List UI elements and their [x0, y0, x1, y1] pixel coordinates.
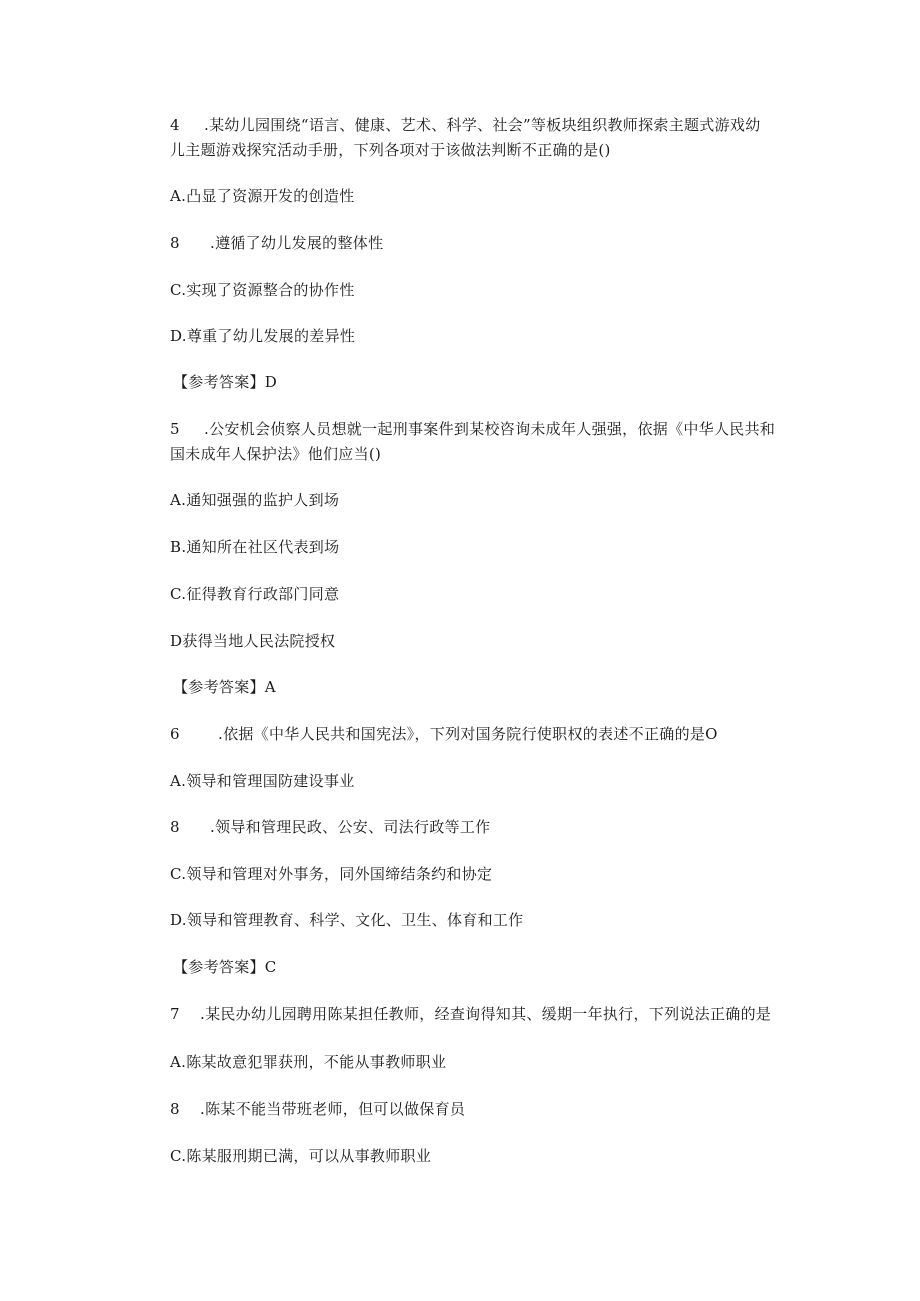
- option-text: 陈某故意犯罪获刑，不能从事教师职业: [186, 1053, 447, 1071]
- option-prefix: D.: [170, 911, 187, 929]
- option-prefix: D.: [170, 327, 187, 345]
- question-4-option-c: [170, 280, 355, 300]
- question-6-stem-text-1: .依据《中华人民共和国宪法》，下列对国务院行使职权的表述不正确的是O: [218, 725, 718, 743]
- question-4-stem-line-2: 儿主题游戏探究活动手册，下列各项对于该做法判断不正确的是(): [170, 141, 611, 159]
- option-text: 尊重了幼儿发展的差异性: [186, 327, 356, 345]
- option-text: 领导和管理国防建设事业: [186, 772, 355, 790]
- question-6-option-a: [170, 771, 355, 791]
- question-4-number: 4: [170, 116, 180, 134]
- option-prefix: B.: [170, 538, 187, 556]
- question-7-option-b: [170, 1099, 465, 1119]
- option-prefix: A.: [170, 187, 187, 205]
- question-5-stem-text-1: .公安机会侦察人员想就一起刑事案件到某校咨询未成年人强强，依据《中华人民共和: [204, 420, 776, 438]
- option-text: 征得教育行政部门同意: [186, 585, 340, 603]
- option-prefix: A.: [170, 491, 187, 509]
- question-4-option-b: [170, 233, 383, 253]
- option-prefix: 8: [170, 818, 180, 836]
- option-prefix: 8: [170, 234, 180, 252]
- option-text: .领导和管理民政、公安、司法行政等工作: [210, 818, 491, 836]
- question-5-stem-line-1: [170, 419, 775, 439]
- option-prefix: D: [170, 632, 183, 650]
- question-6-answer: 【参考答案】C: [173, 958, 277, 976]
- option-text: 领导和管理教育、科学、文化、卫生、体育和工作: [186, 911, 524, 929]
- question-7-option-a: [170, 1052, 446, 1072]
- question-4-answer: 【参考答案】D: [173, 373, 278, 391]
- option-text: 陈某服刑期已满，可以从事教师职业: [186, 1147, 432, 1165]
- question-5-answer: 【参考答案】A: [173, 678, 276, 696]
- option-prefix: 8: [170, 1100, 180, 1118]
- question-6-stem-line-1: [170, 724, 718, 744]
- question-6-option-d: [170, 910, 523, 930]
- question-4-stem-line-1: [170, 115, 761, 135]
- question-7-number: 7: [170, 1005, 180, 1023]
- question-7-stem-text-1: .某民办幼儿园聘用陈某担任教师，经查询得知其、缓期一年执行，下列说法正确的是: [200, 1005, 772, 1023]
- option-prefix: A.: [170, 1053, 187, 1071]
- question-6-option-b: [170, 817, 490, 837]
- question-5-number: 5: [170, 420, 180, 438]
- option-text: 通知所在社区代表到场: [186, 538, 340, 556]
- option-text: 实现了资源整合的协作性: [186, 281, 355, 299]
- question-4-option-a: [170, 186, 355, 206]
- question-6-number: 6: [170, 725, 180, 743]
- question-5-stem-line-2: 国未成年人保护法》他们应当(): [170, 445, 382, 463]
- question-5-option-d: [170, 631, 335, 651]
- question-7-stem-line-1: [170, 1004, 771, 1024]
- option-prefix: A.: [170, 772, 187, 790]
- option-text: 获得当地人民法院授权: [182, 632, 336, 650]
- question-5-option-c: [170, 584, 339, 604]
- option-prefix: C.: [170, 585, 187, 603]
- question-5-option-a: [170, 490, 339, 510]
- option-prefix: C.: [170, 281, 187, 299]
- option-prefix: C.: [170, 865, 187, 883]
- option-text: 领导和管理对外事务，同外国缔结条约和协定: [186, 865, 493, 883]
- question-6-option-c: [170, 864, 492, 884]
- option-text: .遵循了幼儿发展的整体性: [210, 234, 384, 252]
- question-4-stem-text-1: .某幼儿园围绕“语言、健康、艺术、科学、社会”等板块组织教师探索主题式游戏幼: [204, 116, 761, 134]
- question-7-option-c: [170, 1146, 431, 1166]
- option-text: 凸显了资源开发的创造性: [186, 187, 355, 205]
- question-4-option-d: [170, 326, 355, 346]
- option-text: .陈某不能当带班老师，但可以做保育员: [200, 1100, 466, 1118]
- option-text: 通知强强的监护人到场: [186, 491, 340, 509]
- option-prefix: C.: [170, 1147, 187, 1165]
- question-5-option-b: [170, 537, 339, 557]
